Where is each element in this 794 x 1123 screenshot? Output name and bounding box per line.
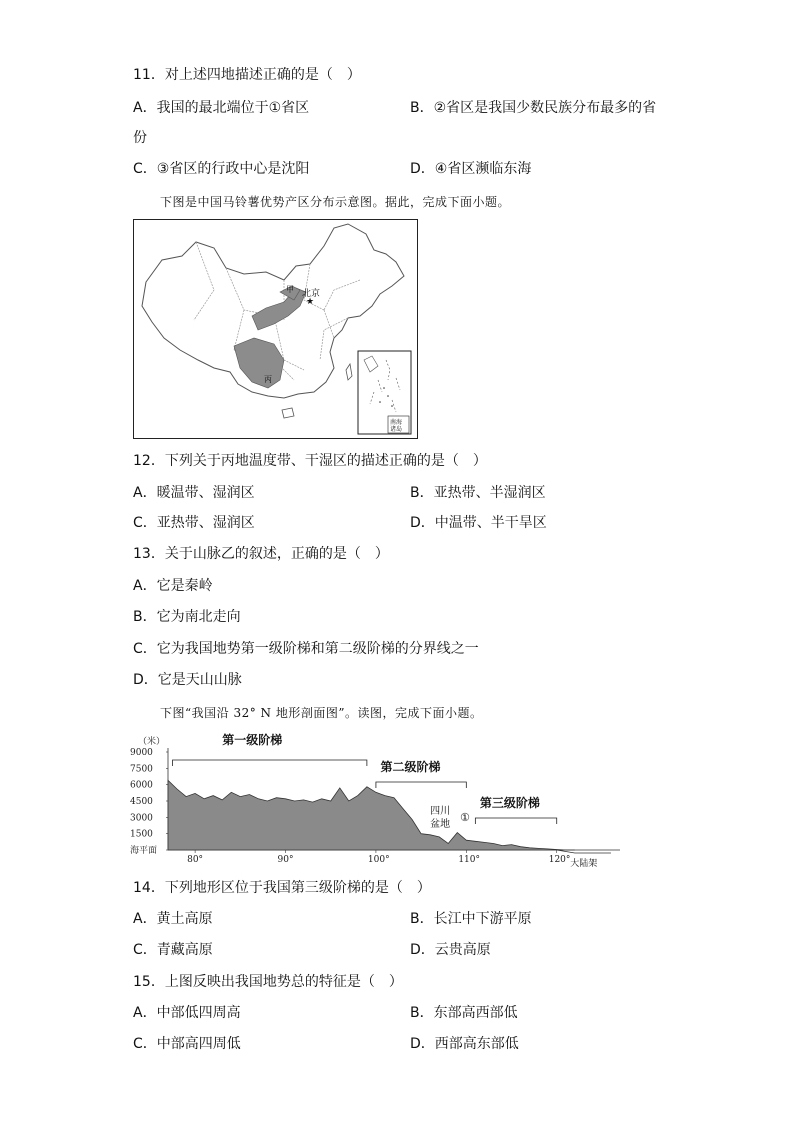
q13-option-d[interactable]: D．它是天山山脉: [133, 672, 242, 688]
x-tick-label: 110°: [458, 855, 481, 865]
step1-bracket: [173, 760, 367, 766]
q14-option-b[interactable]: B．长江中下游平原: [410, 911, 532, 927]
shelf-line: [557, 850, 611, 853]
taiwan-island: [346, 364, 352, 380]
profile-chart: [130, 730, 630, 872]
q11-option-d[interactable]: D．④省区濒临东海: [410, 161, 532, 177]
q12-option-a[interactable]: A．暖温带、湿润区: [133, 485, 255, 501]
profile-intro: 下图“我国沿 32° N 地形剖面图”。读图，完成下面小题。: [160, 706, 483, 720]
q13-stem: 13．关于山脉乙的叙述，正确的是（ ）: [133, 546, 389, 562]
china-map-graphic: [134, 220, 417, 438]
q11-option-c[interactable]: C．③省区的行政中心是沈阳: [133, 161, 310, 177]
step2-label: 第二级阶梯: [380, 760, 441, 774]
beijing-label: 北京: [302, 289, 321, 299]
q14-option-d[interactable]: D．云贵高原: [410, 942, 491, 958]
step1-label: 第一级阶梯: [222, 733, 283, 747]
y-tick-label: 6000: [130, 780, 153, 791]
y-tick-label: 1500: [130, 829, 153, 840]
label-jia: 甲: [286, 285, 294, 294]
y-tick-label: 4500: [130, 797, 153, 807]
shelf-label: 大陆架: [570, 859, 598, 869]
q13-option-b[interactable]: B．它为南北走向: [133, 609, 241, 625]
basin-label-1: 四川: [430, 806, 451, 817]
beijing-star-icon: ★: [306, 297, 315, 307]
q14-option-a[interactable]: A．黄土高原: [133, 911, 213, 927]
y-axis-label: （米）: [138, 737, 166, 747]
marker-label: ①: [459, 811, 470, 824]
q12-option-c[interactable]: C．亚热带、湿润区: [133, 515, 255, 531]
y-tick-label: 7500: [130, 764, 153, 775]
hainan-island: [282, 408, 294, 418]
map-intro: 下图是中国马铃薯优势产区分布示意图。据此，完成下面小题。: [160, 195, 511, 209]
china-potato-map: [133, 219, 418, 439]
q13-option-a[interactable]: A．它是秦岭: [133, 578, 213, 594]
q14-stem: 14．下列地形区位于我国第三级阶梯的是（ ）: [133, 880, 431, 896]
q12-option-b[interactable]: B．亚热带、半湿润区: [410, 485, 546, 501]
x-tick-label: 90°: [277, 855, 294, 865]
q15-option-b[interactable]: B．东部高西部低: [410, 1005, 518, 1021]
q13-option-c[interactable]: C．它为我国地势第一级阶梯和第二级阶梯的分界线之一: [133, 641, 479, 657]
inset-label-1: 南海: [390, 419, 403, 426]
elevation-area: [168, 780, 575, 850]
y-tick-label: 海平面: [130, 846, 158, 856]
q11-option-a[interactable]: A．我国的最北端位于①省区: [133, 100, 310, 116]
q11-stem: 11．对上述四地描述正确的是（ ）: [133, 67, 361, 83]
step3-bracket: [475, 818, 556, 824]
step3-label: 第三级阶梯: [479, 796, 540, 810]
step2-bracket: [376, 782, 466, 788]
x-tick-label: 80°: [187, 855, 204, 865]
inset-label-2: 诸岛: [390, 426, 403, 433]
q14-option-c[interactable]: C．青藏高原: [133, 942, 213, 958]
profile-chart-svg: [130, 730, 630, 872]
q12-option-d[interactable]: D．中温带、半干旱区: [410, 515, 547, 531]
q15-option-c[interactable]: C．中部高四周低: [133, 1036, 241, 1052]
q15-option-a[interactable]: A．中部低四周高: [133, 1005, 241, 1021]
q11-option-b[interactable]: B．②省区是我国少数民族分布最多的省: [410, 100, 657, 116]
basin-label-2: 盆地: [430, 819, 451, 830]
q15-stem: 15．上图反映出我国地势总的特征是（ ）: [133, 974, 403, 990]
y-tick-label: 3000: [130, 813, 153, 824]
q11-option-b-continued: 份: [133, 130, 147, 146]
x-tick-label: 120°: [548, 855, 571, 865]
q12-stem: 12．下列关于丙地温度带、干湿区的描述正确的是（ ）: [133, 453, 487, 469]
label-bing: 丙: [264, 375, 272, 384]
x-tick-label: 100°: [367, 855, 390, 865]
y-tick-label: 9000: [130, 748, 153, 758]
q15-option-d[interactable]: D．西部高东部低: [410, 1036, 519, 1052]
